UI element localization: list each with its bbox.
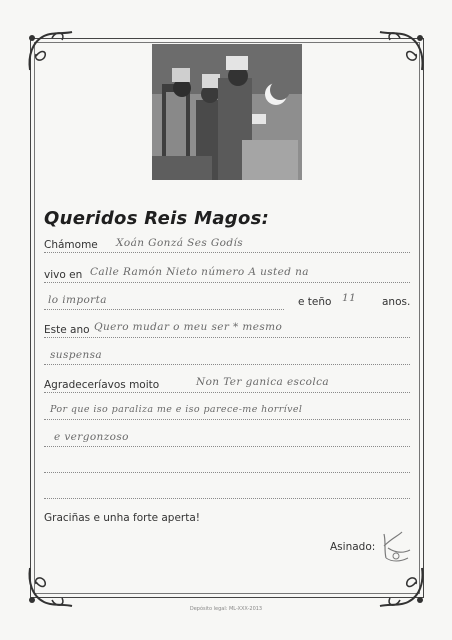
writing-line	[44, 282, 410, 283]
writing-line	[44, 446, 410, 447]
three-kings-illustration	[152, 44, 302, 180]
thanks-value-line2: Por que iso paraliza me e iso parece-me horrível	[50, 404, 303, 415]
signature-label: Asinado:	[330, 541, 376, 553]
handwritten-signature	[380, 528, 414, 564]
writing-line	[44, 472, 410, 473]
writing-line	[44, 498, 410, 499]
closing-text: Graciñas e unha forte aperta!	[44, 512, 200, 524]
letter-heading: Queridos Reis Magos:	[44, 208, 270, 229]
lives-label: vivo en	[44, 269, 83, 281]
writing-line	[44, 337, 410, 338]
age-label: e teño	[298, 296, 332, 308]
lives-value-line2: lo importa	[48, 294, 107, 306]
lives-value-line1: Calle Ramón Nieto número A usted na	[90, 266, 309, 278]
age-value: 11	[342, 292, 357, 304]
writing-line	[44, 419, 410, 420]
writing-line	[44, 392, 410, 393]
thanks-value-line1: Non Ter ganica escolca	[196, 376, 330, 388]
writing-line	[44, 309, 284, 310]
thanks-label: Agradeceríavos moito	[44, 379, 160, 391]
name-value: Xoán Gonzá Ses Godís	[116, 237, 244, 249]
ornament-corner-icon	[374, 26, 430, 76]
writing-line	[44, 252, 410, 253]
ornament-corner-icon	[374, 562, 430, 612]
name-label: Chámome	[44, 239, 98, 251]
ornament-corner-icon	[22, 26, 78, 76]
thanks-value-line3: e vergonzoso	[54, 431, 129, 443]
writing-line	[44, 364, 410, 365]
age-unit: anos.	[382, 296, 411, 308]
ornament-corner-icon	[22, 562, 78, 612]
wish-label: Este ano	[44, 324, 90, 336]
legal-deposit-note: Depósito legal: ML-XXX-2013	[189, 606, 263, 612]
wish-value-line1: Quero mudar o meu ser * mesmo	[94, 321, 283, 333]
wish-value-line2: suspensa	[50, 349, 103, 361]
